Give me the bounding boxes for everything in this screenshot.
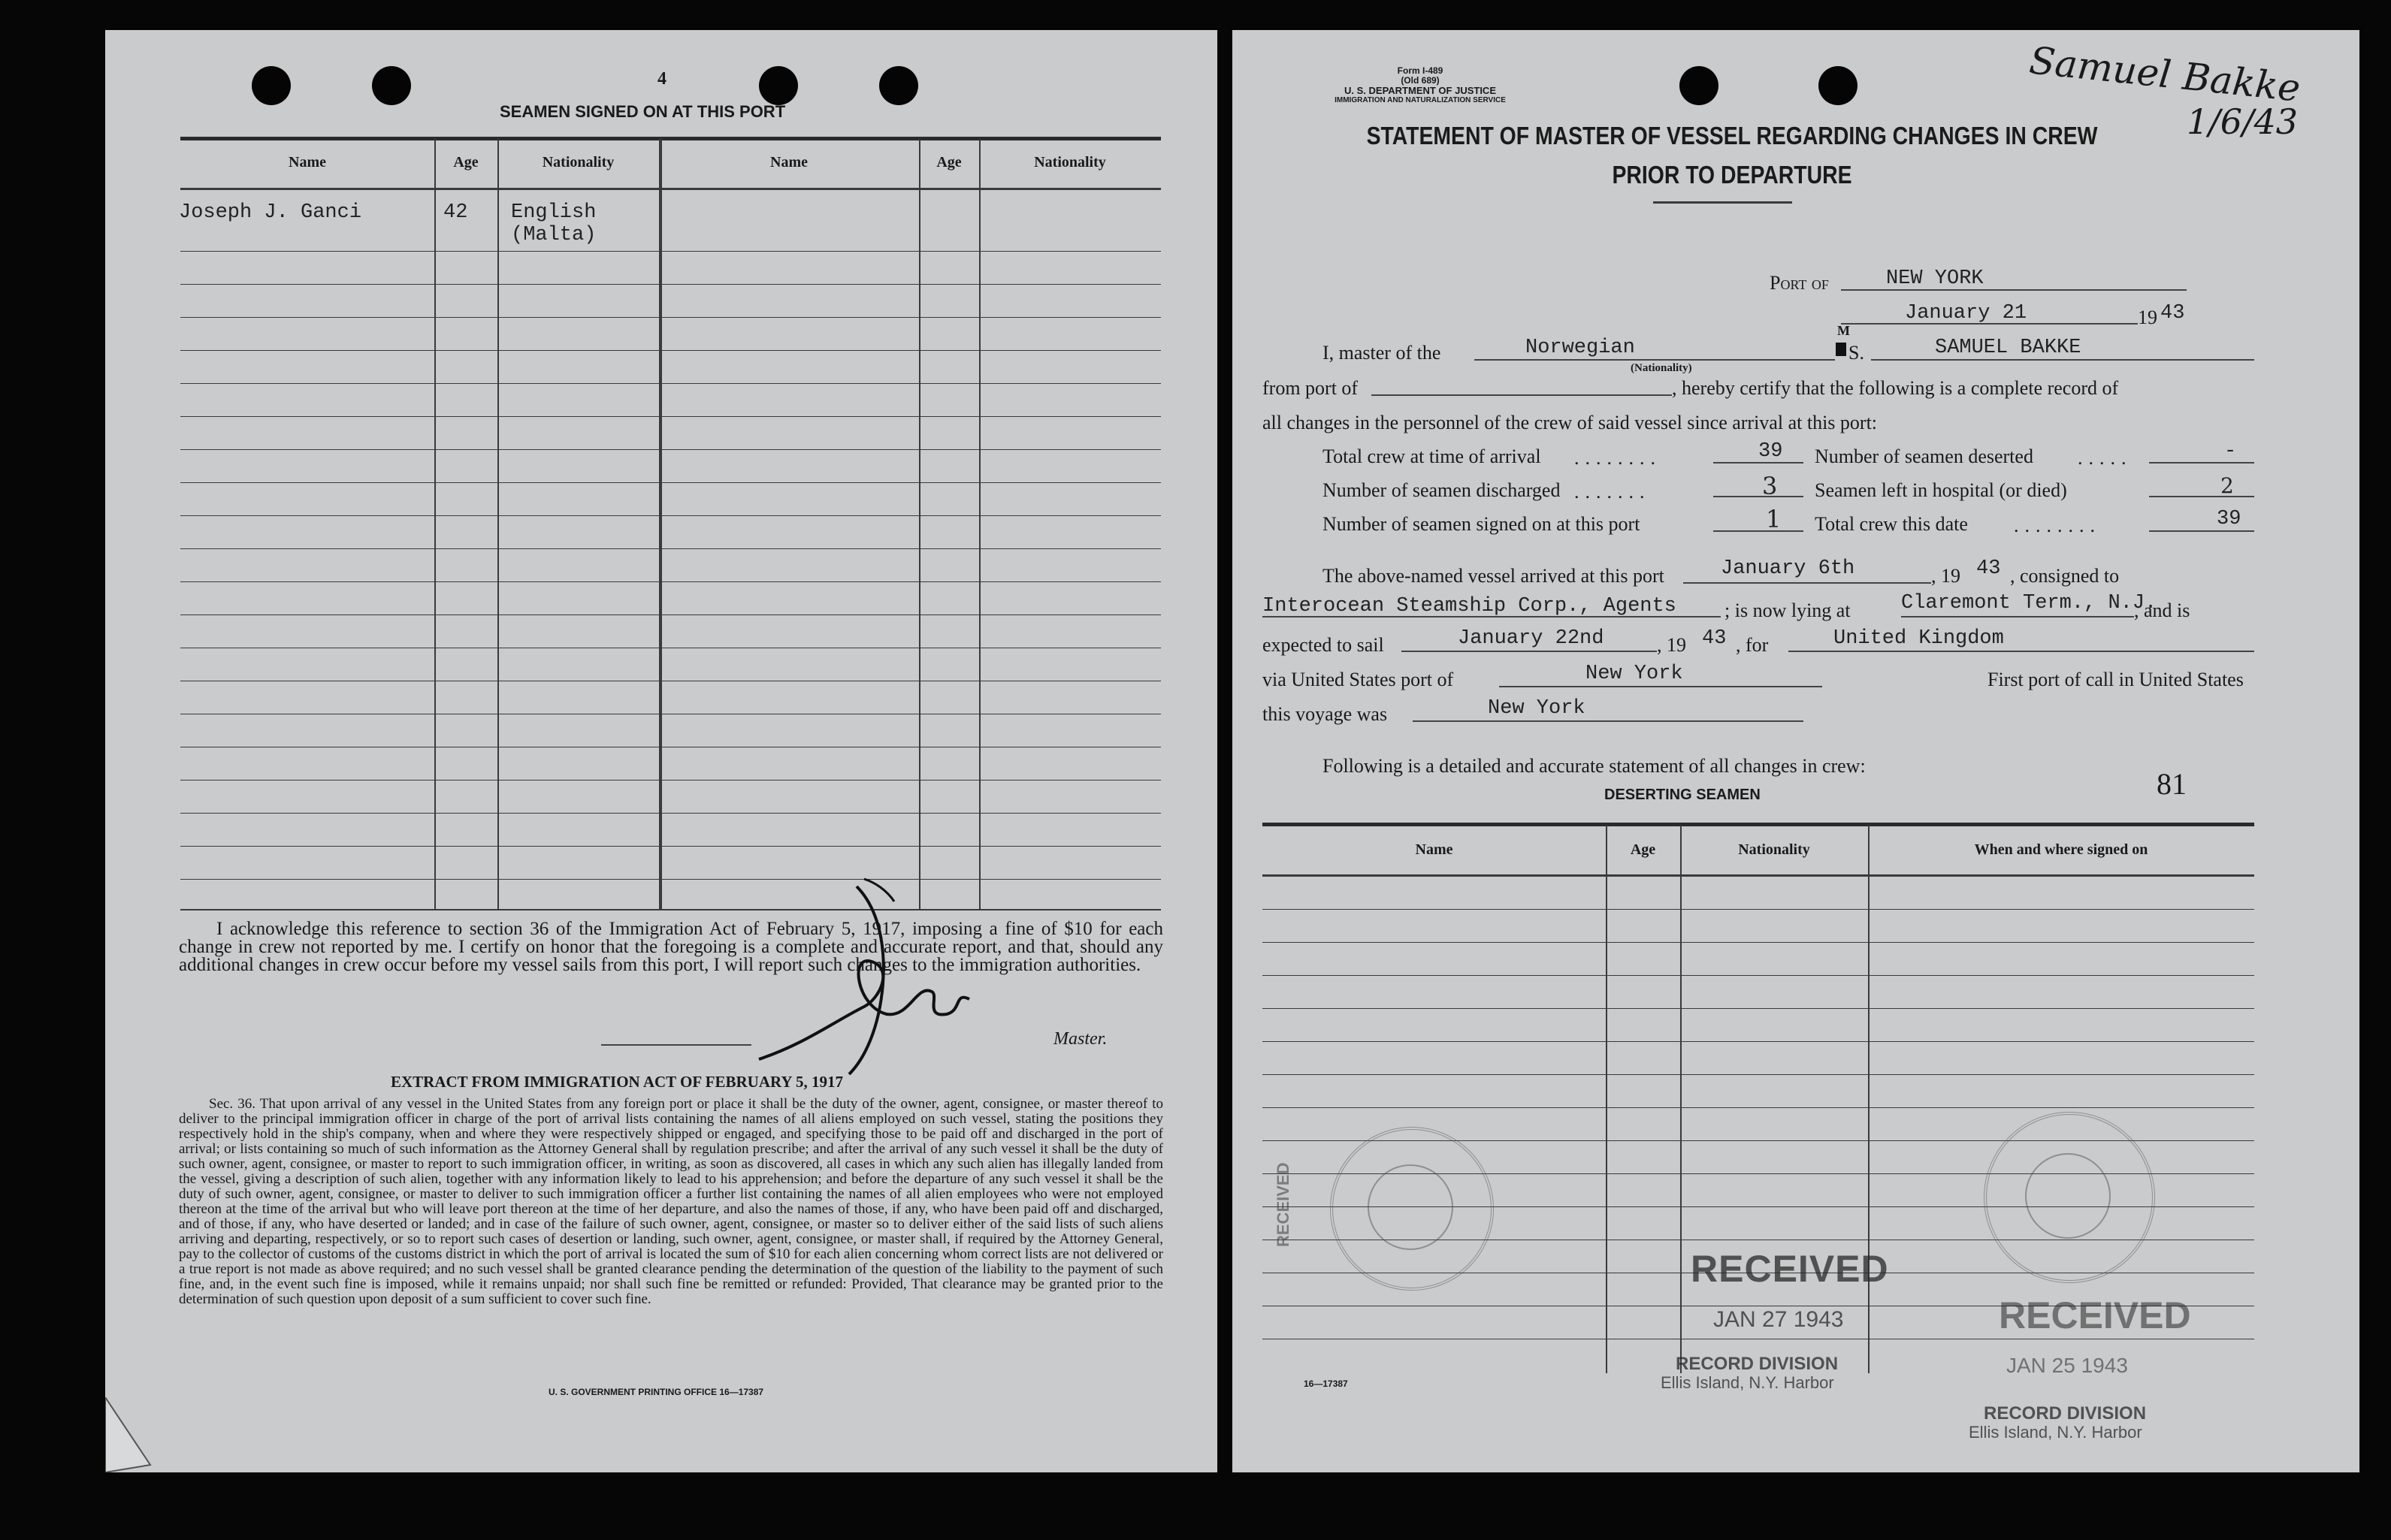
column-divider [434, 139, 436, 909]
column-header-name: Name [1415, 841, 1453, 858]
master-label: Master. [1053, 1029, 1108, 1049]
seamen-discharged: 3 [1762, 472, 1778, 500]
table-row-rule [180, 350, 1161, 351]
first-port-text: First port of call in United States [1987, 669, 2244, 690]
table-row-rule [1262, 1074, 2254, 1075]
column-header-name: Name [770, 154, 808, 171]
printing-code: 16—17387 [1304, 1378, 1348, 1389]
deserting-seamen-heading: DESERTING SEAMEN [1604, 787, 1761, 803]
received-stamp: RECEIVED [1691, 1248, 1889, 1290]
table-row-rule [180, 251, 1161, 252]
table-row-rule [1262, 909, 2254, 910]
received-stamp: RECEIVED [1999, 1294, 2191, 1336]
table-header-rule [180, 188, 1161, 190]
vessel-name-line [1871, 359, 2254, 361]
column-divider [979, 139, 981, 909]
total-crew-arrival-label: Total crew at time of arrival [1322, 445, 1541, 467]
form-title [1341, 116, 2123, 195]
side-received-stamp: RECEIVED [1274, 1162, 1292, 1247]
left-hospital: 2 [2220, 473, 2234, 498]
via-text: via United States port of [1262, 669, 1454, 690]
destination-line [1788, 651, 2254, 652]
via-port-line [1499, 686, 1822, 687]
punch-hole [372, 66, 411, 105]
leader-dots: ..... [2078, 447, 2133, 469]
table-row-rule [180, 482, 1161, 483]
punch-hole [252, 66, 291, 105]
vessel-type-struck [1836, 343, 1846, 356]
following-text: Following is a detailed and accurate statement of all changes in crew: [1322, 755, 1866, 777]
master-signature [744, 856, 1014, 1082]
table-row-rule [180, 548, 1161, 549]
seamen-deserted-label: Number of seamen deserted [1815, 445, 2033, 467]
vessel-type-printed: S. [1848, 342, 1864, 364]
table-row-rule [1262, 1041, 2254, 1042]
vessel-name: SAMUEL BAKKE [1935, 337, 2081, 359]
sail-date-line [1401, 651, 1657, 652]
signed-on: 1 [1766, 505, 1782, 533]
page-count: 81 [2157, 767, 2187, 801]
total-crew-date: 39 [2217, 508, 2241, 530]
circular-stamp-inner [1368, 1164, 1453, 1250]
first-port-line [1413, 720, 1803, 722]
table-top-rule [1262, 823, 2254, 826]
table-row-rule [1262, 1107, 2254, 1108]
column-header-nationality: Nationality [1738, 841, 1810, 858]
signature-line [601, 1044, 751, 1046]
nationality-caption: (Nationality) [1631, 362, 1692, 374]
column-header-nationality: Nationality [1034, 154, 1106, 171]
sail-year-prefix: , 19 [1657, 634, 1686, 656]
punch-hole [879, 66, 918, 105]
port-value: NEW YORK [1886, 267, 1984, 290]
printing-office: U. S. GOVERNMENT PRINTING OFFICE 16—17387 [549, 1387, 764, 1397]
leader-dots: ....... [1574, 481, 1651, 503]
table-row-rule [180, 515, 1161, 516]
seamen-deserted: - [2224, 440, 2237, 463]
consignee: Interocean Steamship Corp., Agents [1262, 595, 1676, 618]
column-divider [919, 139, 920, 909]
table-row-rule [180, 284, 1161, 285]
received-stamp-date: JAN 27 1943 [1713, 1307, 1844, 1332]
total-crew-arrival: 39 [1758, 440, 1783, 463]
for-text: , for [1736, 634, 1769, 656]
certify-text-continued: all changes in the personnel of the crew of said vessel since arrival at this port: [1262, 412, 1878, 433]
consigned-text: , consigned to [2010, 565, 2120, 587]
left-page [105, 30, 1217, 1472]
received-stamp-date: JAN 25 1943 [2006, 1354, 2128, 1377]
received-stamp-division: RECORD DIVISION [1984, 1403, 2147, 1424]
left-hospital-label: Seamen left in hospital (or died) [1815, 479, 2067, 501]
extract-text: Sec. 36. That upon arrival of any vessel in the United States from any foreign port or place it shall be the duty of the owner, agent, consignee, or master thereof to deliver to the principal immigration officer in charge of the port of arrival lists containing the names of all aliens employed on such vessel, stating the positions they respectively hold in the ship's company, when and where they were respectively shipped or engaged, and specifying those to be paid off and discharged in the port of arrival; or lists containing so much of such information as the Attorney General shall by regulation prescribe; and after the arrival of any such vessel it shall be the duty of such owner, agent, consignee, or master to report to such immigration officer, in writing, as soon as discovered, all cases in which any such alien has illegally landed from the vessel, giving a description of such alien, together with any information likely to lead to his apprehension; and before the departure of any such vessel it shall be the duty of such owner, agent, consignee, or master to deliver to such immigration officer a further list containing the names of all alien employees who were not employed thereon at the time of the arrival but who will leave port thereon at the time of her departure, and also the names of those, if any, who have been paid off and discharged, and of those, if any, who have deserted or landed; and in case of the failure of such owner, agent, consignee, or master so to deliver either of the said lists of such aliens arriving and departing, respectively, or so to report such cases of desertion or landing, such owner, agent, consignee, or master shall, if required by the Attorney General, pay to the collector of customs of the customs district in which the port of arrival is located the sum of $10 for each alien concerning whom correct lists are not delivered or a true report is not made as above required; and no such vessel shall be granted clearance pending the determination of the question of the liability to the payment of such fine, and, in the event such fine is imposed, while it remains unpaid; nor shall such fine be remitted or refunded: Provided, That clearance may be granted prior to the determination of such question upon deposit of a sum sufficient to cover such fine. [179, 1096, 1163, 1307]
date-value: January 21 [1905, 302, 2027, 325]
table-row-rule [180, 846, 1161, 847]
arrival-text: The above-named vessel arrived at this port [1322, 565, 1664, 587]
arrival-date-line [1683, 582, 1931, 584]
form-header [1322, 66, 1518, 105]
column-header-nationality: Nationality [542, 154, 615, 171]
table-row-rule [180, 780, 1161, 781]
department-name: U. S. DEPARTMENT OF JUSTICE [1344, 85, 1496, 96]
seamen-signed-heading: SEAMEN SIGNED ON AT THIS PORT [500, 102, 786, 121]
sail-year: 43 [1702, 627, 1727, 650]
handwritten-date: 1/6/43 [2187, 101, 2299, 142]
page-number: 4 [657, 69, 667, 89]
table-row-rule [180, 317, 1161, 318]
sail-date: January 22nd [1458, 627, 1604, 650]
year-prefix: 19 [2138, 306, 2157, 328]
column-header-age: Age [1630, 841, 1656, 858]
received-stamp-place: Ellis Island, N.Y. Harbor [1661, 1373, 1834, 1392]
destination: United Kingdom [1833, 627, 2004, 650]
form-title-line1: STATEMENT OF MASTER OF VESSEL REGARDING CHANGES IN CREW [1366, 122, 2098, 149]
table-row-rule [1262, 975, 2254, 976]
year-value: 43 [2160, 302, 2185, 325]
column-header-age: Age [453, 154, 479, 171]
table-header-rule [1262, 874, 2254, 877]
certify-text: , hereby certify that the following is a complete record of [1672, 377, 2119, 399]
arrival-date: January 6th [1721, 557, 1855, 580]
seaman-nationality: English [511, 201, 597, 224]
leader-dots: ........ [1574, 447, 1661, 469]
punch-hole [1679, 66, 1718, 105]
circular-stamp-inner [2025, 1153, 2111, 1239]
table-row-rule [180, 449, 1161, 450]
table-row-rule [180, 383, 1161, 384]
from-port-line [1371, 394, 1672, 396]
table-row-rule [1262, 942, 2254, 943]
received-stamp-division: RECORD DIVISION [1676, 1354, 1839, 1374]
seamen-discharged-label: Number of seamen discharged [1322, 479, 1561, 501]
table-top-rule [180, 137, 1161, 140]
lying-at-line [1901, 616, 2134, 618]
punch-hole [1818, 66, 1857, 105]
arrival-year-prefix: , 19 [1931, 565, 1960, 587]
from-port-label: from port of [1262, 377, 1359, 399]
column-header-age: Age [936, 154, 962, 171]
via-port: New York [1585, 663, 1683, 685]
table-row-rule [180, 614, 1161, 615]
leader-dots: ........ [2014, 515, 2101, 536]
column-divider [1868, 825, 1870, 1373]
acknowledgement-text: I acknowledge this reference to section 36 of the Immigration Act of February 5, 1917, imposing a fine of $10 for each change in crew not reported by me. I certify on honor that the foregoing is a complete and accurate report, and that, should any additional changes in crew occur before my vessel sails from this port, I will report such changes to the immigration authorities. [179, 919, 1163, 975]
service-name: IMMIGRATION AND NATURALIZATION SERVICE [1335, 96, 1506, 104]
seaman-nationality-note: (Malta) [511, 224, 597, 246]
column-header-signed-on: When and where signed on [1974, 841, 2148, 858]
first-port: New York [1488, 697, 1585, 720]
arrival-year: 43 [1976, 557, 2001, 580]
master-text: I, master of the [1322, 342, 1441, 364]
signed-on-label: Number of seamen signed on at this port [1322, 513, 1640, 535]
extract-title: EXTRACT FROM IMMIGRATION ACT OF FEBRUARY 5, 1917 [391, 1073, 844, 1091]
table-row-rule [180, 813, 1161, 814]
nationality-field-line [1474, 359, 1835, 361]
left-hospital-line [2149, 496, 2254, 497]
punch-hole [759, 66, 798, 105]
table-row-rule [180, 416, 1161, 417]
title-underline [1653, 201, 1792, 204]
seamen-deserted-line [2149, 462, 2254, 464]
column-divider [659, 139, 662, 909]
column-divider [497, 139, 499, 909]
total-crew-date-label: Total crew this date [1815, 513, 1968, 535]
column-header-name: Name [289, 154, 326, 171]
handwritten-vessel-note: Samuel Bakke [2027, 38, 2302, 110]
form-old-number: (Old 689) [1401, 75, 1440, 86]
column-divider [1680, 825, 1682, 1373]
expected-text: expected to sail [1262, 634, 1384, 656]
seamen-discharged-line [1713, 496, 1803, 497]
form-number: Form I-489 [1397, 65, 1443, 76]
lying-at: Claremont Term., N.J. [1901, 592, 2157, 614]
total-crew-date-line [2149, 530, 2254, 532]
right-page [1232, 30, 2359, 1472]
column-divider [1606, 825, 1607, 1373]
lying-text: ; is now lying at [1724, 599, 1851, 621]
seaman-name: Joseph J. Ganci [179, 201, 362, 224]
received-stamp-place: Ellis Island, N.Y. Harbor [1969, 1423, 2142, 1442]
signed-on-line [1713, 530, 1803, 532]
port-label: Port of [1770, 272, 1829, 294]
and-is-text: , and is [2134, 599, 2190, 621]
form-title-line2: PRIOR TO DEPARTURE [1612, 161, 1852, 189]
nationality-value: Norwegian [1525, 337, 1635, 359]
vessel-type-mark: M [1837, 323, 1850, 338]
folded-corner [105, 1397, 165, 1472]
table-row-rule [180, 581, 1161, 582]
seaman-age: 42 [443, 201, 468, 224]
this-voyage-text: this voyage was [1262, 703, 1388, 725]
table-row-rule [1262, 1008, 2254, 1009]
